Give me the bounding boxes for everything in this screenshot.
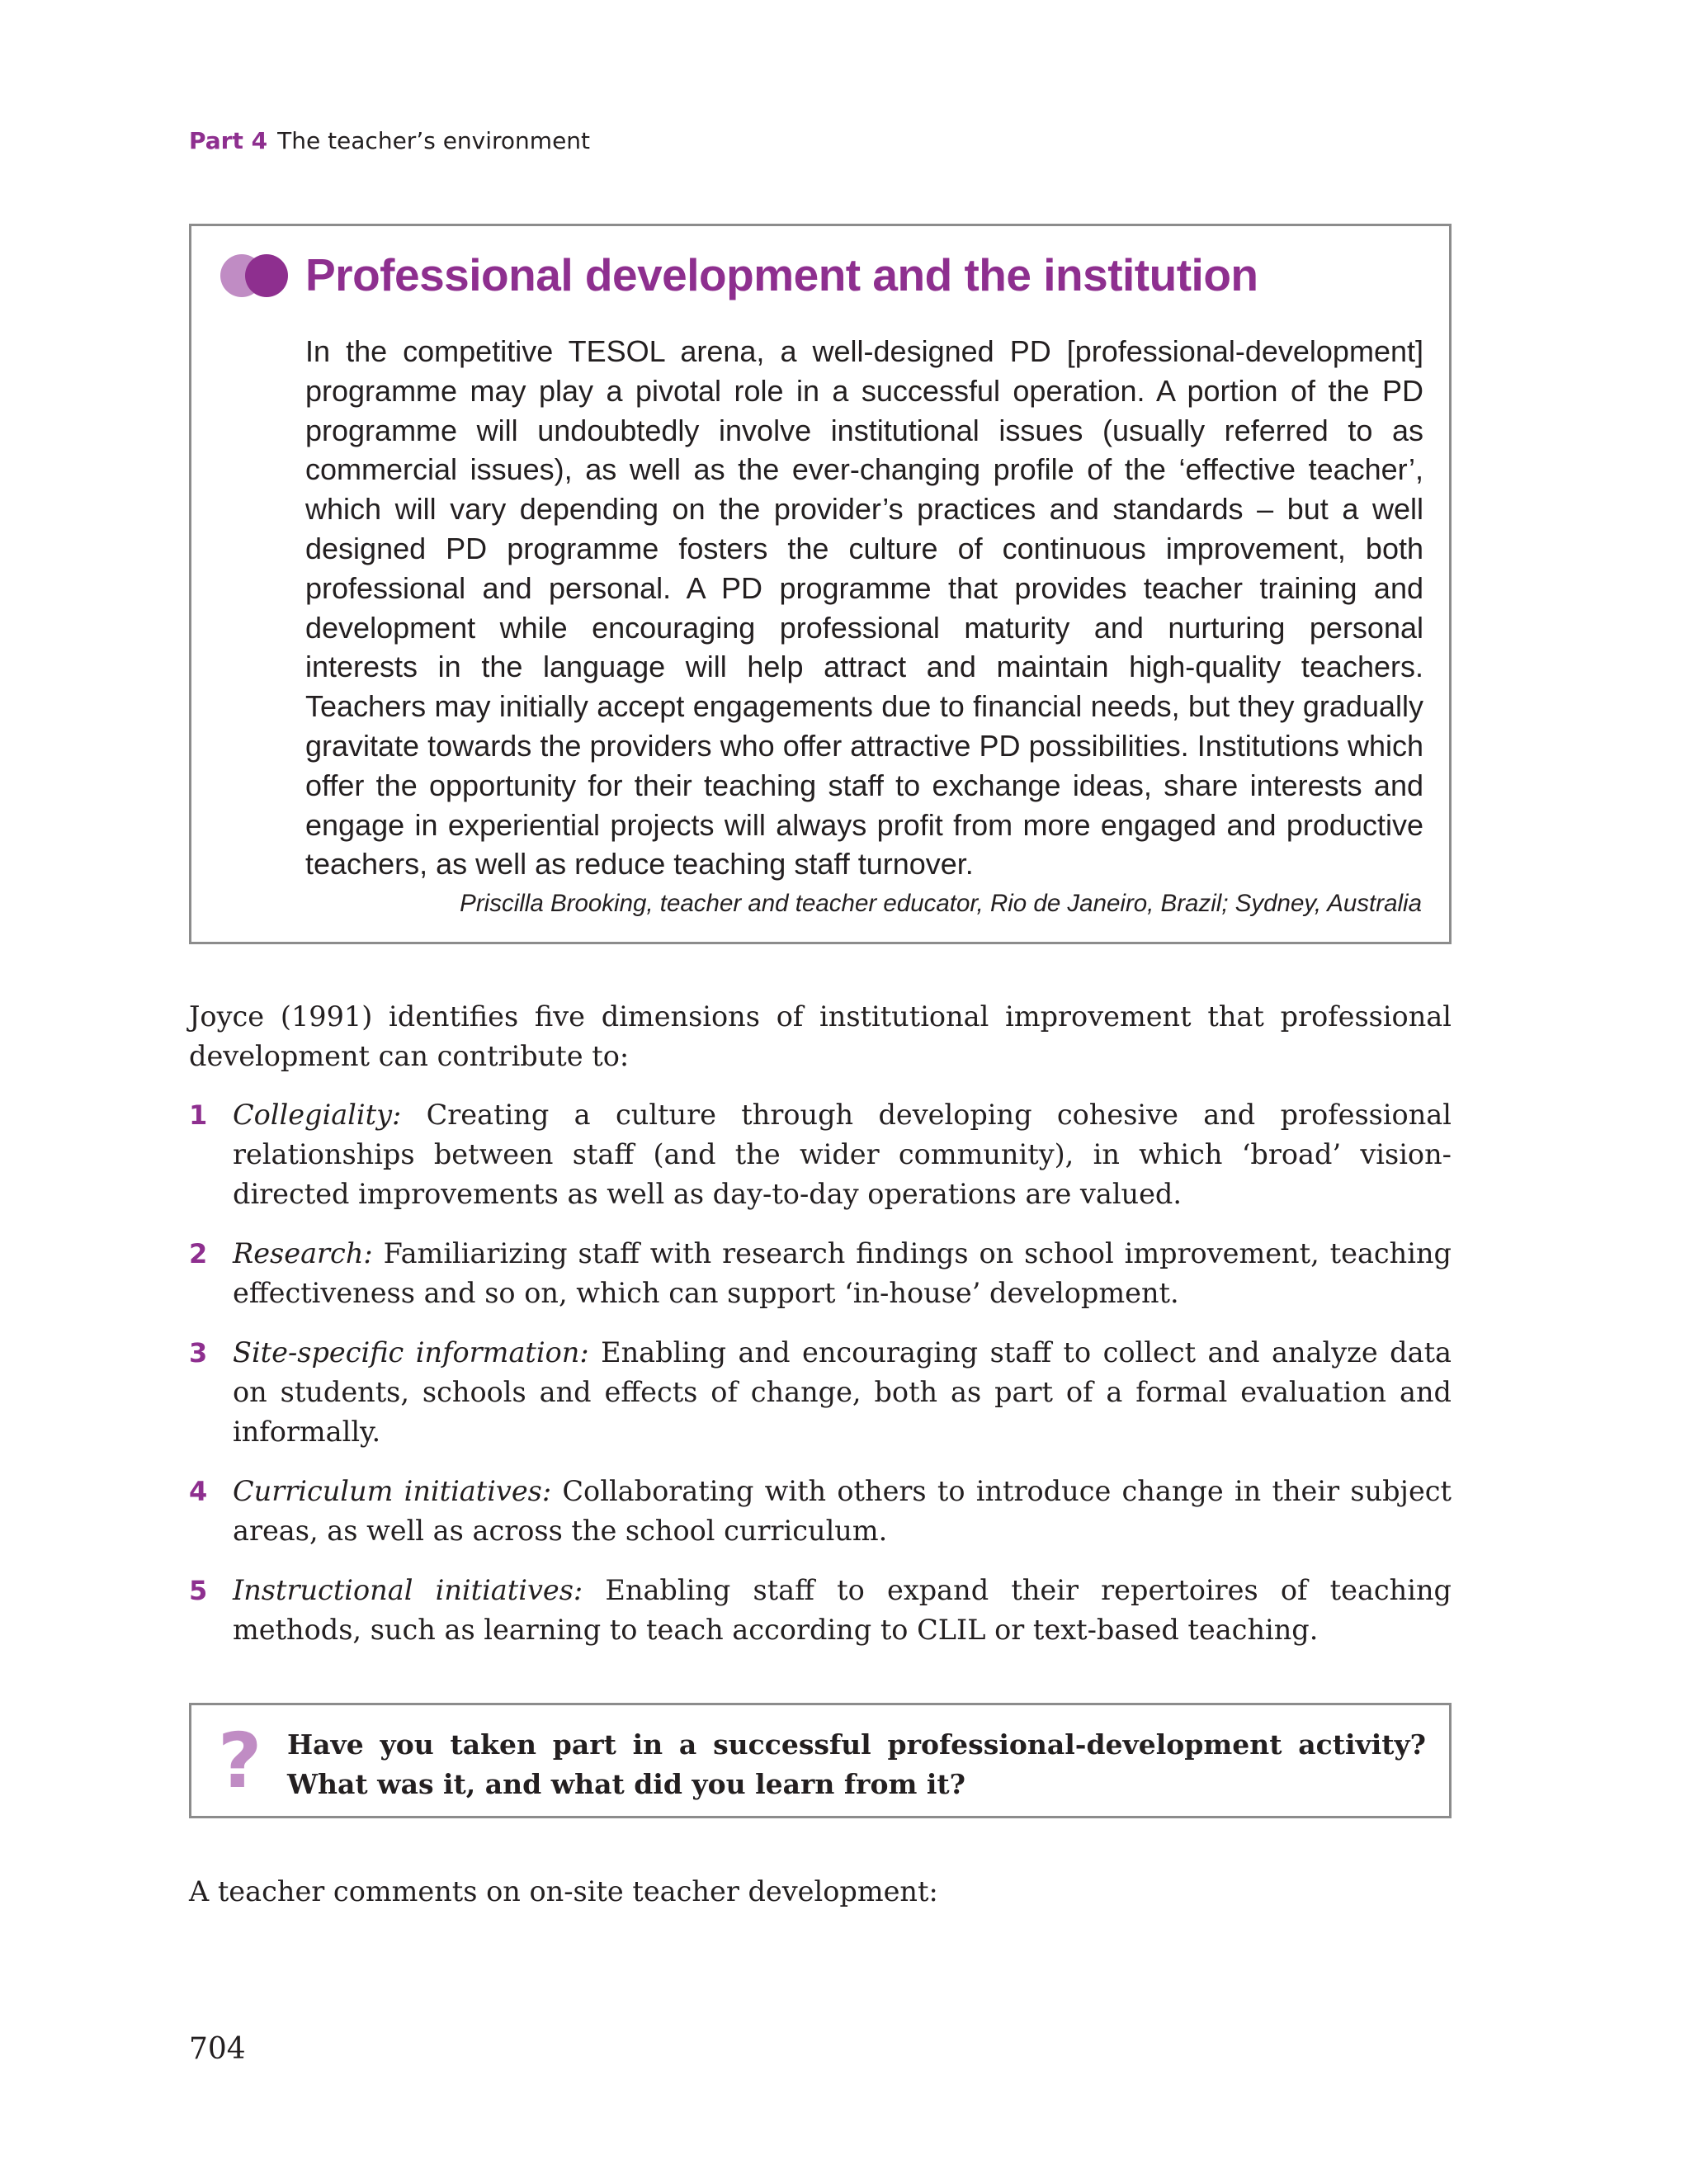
box-title: Professional development and the institution xyxy=(305,249,1258,300)
list-item-description: Collaborating with others to introduce change in their subject areas, as well as across the school curriculum. xyxy=(233,1475,1452,1547)
list-item xyxy=(189,1571,1452,1650)
list-item-text xyxy=(233,1472,1452,1551)
running-head xyxy=(189,127,590,154)
intro-paragraph: Joyce (1991) identifies five dimensions of institutional improvement that professional development can contribute to: xyxy=(189,1000,1452,1072)
closing-paragraph: A teacher comments on on-site teacher development: xyxy=(189,1875,938,1907)
list-item xyxy=(189,1095,1452,1214)
list-item-text xyxy=(233,1333,1452,1452)
list-item-description: Enabling staff to expand their repertoires of teaching methods, such as learning to teach according to CLIL or text-based teaching. xyxy=(233,1574,1452,1646)
list-item-term: Curriculum initiatives: xyxy=(233,1475,552,1507)
list-item-description: Familiarizing staff with research findings on school improvement, teaching effectiveness and so on, which can support ‘in-house’ development. xyxy=(233,1237,1452,1309)
list-number: 4 xyxy=(189,1476,208,1507)
list-item-description: Enabling and encouraging staff to collect and analyze data on students, schools and effects of change, both as part of a formal evaluation and informally. xyxy=(233,1336,1452,1448)
two-overlapping-circles-icon xyxy=(220,253,290,299)
quote-attribution: Priscilla Brooking, teacher and teacher educator, Rio de Janeiro, Brazil; Sydney, Australia xyxy=(460,890,1422,917)
list-item xyxy=(189,1333,1452,1452)
list-item-text xyxy=(233,1095,1452,1214)
list-item-text xyxy=(233,1571,1452,1650)
list-item xyxy=(189,1472,1452,1551)
part-label: Part 4 xyxy=(189,127,268,154)
part-title: The teacher’s environment xyxy=(277,127,591,154)
dimensions-list xyxy=(189,1095,1452,1670)
list-item-description: Creating a culture through developing cohesive and professional relationships between staff (and the wider community), in which ‘broad’ vision-directed improvements as well as day-to-day operations are valued. xyxy=(233,1099,1452,1210)
question-mark-icon: ? xyxy=(218,1717,262,1805)
page-number: 704 xyxy=(189,2032,246,2066)
question-box xyxy=(189,1703,1452,1818)
list-item xyxy=(189,1234,1452,1313)
quote-text: In the competitive TESOL arena, a well-designed PD [professional-development] programme may play a pivotal role in a successful operation. A portion of the PD programme will undoubtedly involve institutional issues (usually referred to as commercial issues), as well as the ever-changing profile of the ‘effective teacher’, which will vary depending on the provider’s practices and standards – but a well designed PD programme fosters the culture of continuous improvement, both professional and personal. A PD programme that provides teacher training and development while encouraging professional maturity and nurturing personal interests in the language will help attract and maintain high-quality teachers. Teachers may initially accept engagements due to financial needs, but they gradually gravitate towards the providers who offer attractive PD possibilities. Institutions which offer the opportunity for their teaching staff to exchange ideas, share interests and engage in experiential projects will always profit from more engaged and productive teachers, as well as reduce teaching staff turnover. xyxy=(305,334,1423,882)
list-number: 1 xyxy=(189,1099,208,1131)
question-text: Have you taken part in a successful professional-development activity? What was it, and what did you learn from it? xyxy=(287,1728,1426,1800)
list-number: 5 xyxy=(189,1575,208,1606)
pd-feature-box xyxy=(189,224,1452,944)
list-item-term: Research: xyxy=(233,1237,373,1269)
list-item-term: Collegiality: xyxy=(233,1099,402,1131)
list-item-term: Instructional initiatives: xyxy=(233,1574,583,1606)
list-number: 3 xyxy=(189,1337,208,1369)
list-item-text xyxy=(233,1234,1452,1313)
list-number: 2 xyxy=(189,1238,208,1269)
list-item-term: Site-specific information: xyxy=(233,1336,589,1369)
